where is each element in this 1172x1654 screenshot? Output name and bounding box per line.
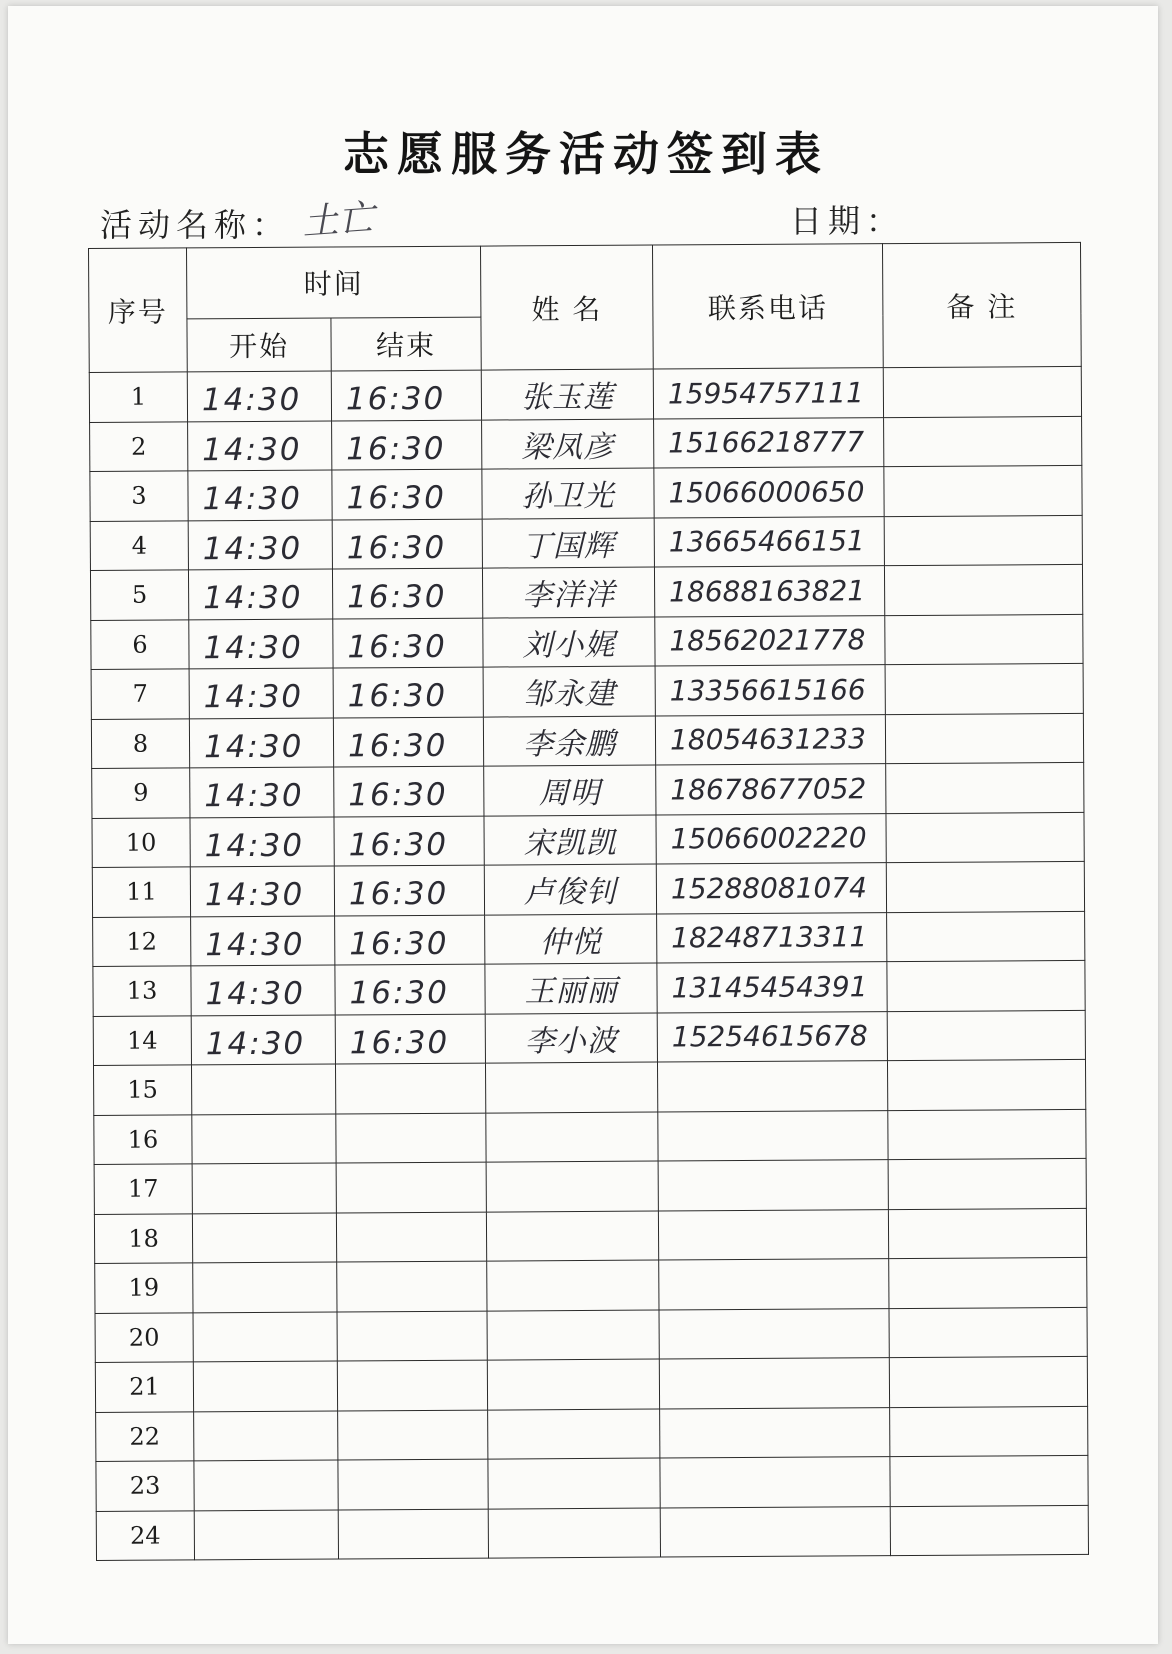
volunteer-name-cell [487,1260,659,1311]
end-time: 16:30 [345,381,446,418]
header-name: 姓 名 [481,245,654,370]
table-row [92,812,1084,868]
start-time: 14:30 [204,827,305,865]
end-time: 16:30 [348,826,449,864]
phone-number-cell [654,467,884,518]
remark-cell [887,911,1085,962]
remark-cell [886,861,1084,912]
end-time-cell [332,420,482,470]
header-remark: 备 注 [883,242,1082,367]
phone-number-cell [657,962,887,1013]
volunteer-name-cell [487,1359,659,1410]
row-number-cell: 18 [94,1213,192,1263]
start-time-cell [188,470,332,520]
volunteer-name-cell [488,1508,660,1559]
volunteer-name: 梁凤彦 [521,429,615,466]
end-time-cell [336,1113,486,1163]
start-time-cell [189,718,333,768]
remark-cell [888,1208,1086,1259]
volunteer-name: 孙卫光 [521,479,615,515]
end-time-cell [338,1410,488,1460]
end-time: 16:30 [349,975,450,1012]
end-time: 16:30 [347,579,447,616]
volunteer-name-cell [483,617,655,668]
phone-number-cell [660,1407,890,1458]
end-time-cell [332,519,482,569]
volunteer-name-cell [484,864,656,915]
end-time-cell [334,766,484,816]
phone-number-cell [654,516,884,567]
start-time-cell [190,767,334,817]
phone-number-cell [659,1308,889,1359]
start-time-cell [193,1361,337,1411]
phone-number-cell [659,1259,889,1310]
remark-cell [886,762,1084,813]
row-number-cell: 22 [96,1411,194,1461]
volunteer-name: 李小波 [524,1023,618,1060]
remark-cell [890,1406,1088,1457]
phone-number-cell [657,912,887,963]
remark-cell [885,614,1083,665]
volunteer-name-cell [481,369,653,420]
table-row [91,713,1083,769]
end-time-cell [337,1311,487,1361]
row-number-cell: 5 [90,570,188,620]
volunteer-name: 仲悦 [539,924,602,961]
table-row [94,1109,1086,1165]
row-number-cell: 1 [89,372,187,422]
end-time: 16:30 [347,678,448,715]
table-row [93,1010,1085,1066]
start-time-cell [192,1213,336,1263]
table-row [94,1208,1086,1264]
end-time: 16:30 [349,925,449,963]
phone-number-cell [660,1506,890,1557]
phone-number-cell [658,1110,888,1161]
table-row [93,1059,1085,1115]
date-label: 日期： [790,202,905,240]
phone-number-cell [657,1061,887,1112]
remark-cell [883,366,1081,417]
header-end: 结束 [331,317,481,371]
start-time: 14:30 [203,678,304,716]
row-number-cell: 15 [93,1065,191,1115]
start-time-cell [191,916,335,966]
volunteer-name-cell [486,1062,658,1113]
phone-number-cell [658,1209,888,1260]
table-body [89,366,1088,1560]
start-time-cell [191,1015,335,1065]
row-number-cell: 13 [93,966,191,1016]
phone-number: 15066002220 [670,821,867,856]
end-time-cell [335,1063,485,1113]
table-row [90,515,1082,571]
table-row [92,762,1084,818]
row-number-cell: 3 [90,471,188,521]
remark-cell [885,663,1083,714]
volunteer-name-cell [486,1161,658,1212]
row-number-cell: 16 [94,1114,192,1164]
volunteer-name-cell [482,567,654,618]
end-time: 16:30 [347,727,448,765]
phone-number: 18562021778 [669,623,866,658]
volunteer-name-cell [483,716,655,767]
start-time-cell [187,371,331,421]
start-time-cell [191,1064,335,1114]
phone-number: 18688163821 [669,574,866,609]
row-number-cell: 14 [93,1015,191,1065]
volunteer-name: 邹永建 [522,677,616,713]
phone-number-cell [655,665,885,716]
end-time-cell [335,915,485,965]
row-number-cell: 24 [96,1510,194,1560]
remark-cell [890,1505,1088,1556]
volunteer-name: 丁国辉 [521,528,615,565]
start-time-cell [193,1311,337,1361]
phone-number: 15254615678 [671,1019,868,1054]
end-time-cell [335,1014,485,1064]
remark-cell [889,1307,1087,1358]
end-time-cell [333,618,483,668]
table-row [95,1257,1087,1313]
table-row [90,564,1082,620]
end-time: 16:30 [347,628,447,666]
remark-cell [884,465,1082,516]
end-time-cell [337,1261,487,1311]
start-time-cell [190,866,334,916]
start-time-cell [191,965,335,1015]
start-time: 14:30 [205,926,305,964]
start-time: 14:30 [203,629,303,667]
end-time-cell [332,469,482,519]
end-time-cell [337,1360,487,1410]
phone-number-cell [655,615,885,666]
header-start: 开始 [187,318,331,372]
remark-cell [887,1059,1085,1110]
end-time: 16:30 [348,777,448,814]
phone-number-cell [656,813,886,864]
end-time: 16:30 [346,430,446,468]
phone-number-cell [656,764,886,815]
end-time-cell [335,964,485,1014]
volunteer-name-cell [488,1458,660,1509]
volunteer-name-cell [486,1112,658,1163]
start-time-cell [194,1460,338,1510]
phone-number-cell [660,1457,890,1508]
table-row [93,911,1085,967]
end-time-cell [333,717,483,767]
remark-cell [890,1455,1088,1506]
start-time: 14:30 [203,728,304,766]
end-time-cell [336,1162,486,1212]
row-number-cell: 19 [95,1263,193,1313]
table-row [96,1406,1088,1462]
end-time: 16:30 [346,529,447,567]
phone-number-cell [654,417,884,468]
start-time-cell [193,1262,337,1312]
volunteer-name-cell [485,914,657,965]
volunteer-name-cell [485,963,657,1014]
row-number-cell: 8 [91,718,189,768]
phone-number: 13665466151 [668,524,865,559]
start-time-cell [192,1163,336,1213]
end-time-cell [334,865,484,915]
start-time-cell [190,817,334,867]
sign-in-table [88,242,1089,1561]
remark-cell [887,1010,1085,1061]
phone-number: 18248713311 [671,920,868,955]
remark-cell [884,416,1082,467]
header-seq: 序号 [89,248,188,373]
volunteer-name: 王丽丽 [524,974,618,1010]
phone-number: 15066000650 [668,475,865,510]
phone-number: 15288081074 [670,871,868,906]
row-number-cell: 12 [93,916,191,966]
end-time-cell [333,667,483,717]
phone-number: 13145454391 [671,970,868,1005]
table-row [95,1356,1087,1412]
start-time-cell [188,569,332,619]
table-row [92,861,1084,917]
volunteer-name-cell [484,815,656,866]
start-time: 14:30 [201,381,302,419]
table-row [90,465,1082,521]
volunteer-name-cell [482,518,654,569]
row-number-cell: 21 [95,1362,193,1412]
phone-number-cell [659,1358,889,1409]
start-time-cell [188,421,332,471]
activity-name-value: 土亡 [300,197,376,244]
start-time: 14:30 [202,480,302,518]
volunteer-name: 卢俊钊 [523,875,618,911]
table-row [94,1158,1086,1214]
start-time: 14:30 [204,777,304,815]
phone-number: 13356615166 [669,673,866,708]
phone-number-cell [654,566,884,617]
start-time-cell [192,1114,336,1164]
volunteer-name-cell [485,1013,657,1064]
row-number-cell: 6 [91,619,189,669]
volunteer-name: 张玉莲 [520,380,615,416]
phone-number: 15954757111 [667,376,864,411]
start-time: 14:30 [204,876,305,914]
start-time-cell [189,619,333,669]
table-row [95,1307,1087,1363]
remark-cell [885,713,1083,764]
end-time-cell [334,816,484,866]
end-time: 16:30 [348,876,449,913]
row-number-cell: 23 [96,1461,194,1511]
row-number-cell: 2 [90,421,188,471]
start-time: 14:30 [205,975,306,1013]
table-row [96,1455,1088,1511]
header-time: 时间 [187,246,481,319]
volunteer-name: 李余鹏 [522,726,617,763]
start-time: 14:30 [205,1025,306,1063]
remark-cell [888,1109,1086,1160]
volunteer-name-cell [482,419,654,470]
start-time: 14:30 [202,530,303,568]
table-row [89,366,1081,422]
remark-cell [884,564,1082,615]
volunteer-name: 周明 [538,776,601,812]
remark-cell [887,960,1085,1011]
row-number-cell: 4 [90,520,188,570]
phone-number-cell [653,368,883,419]
start-time: 14:30 [203,579,303,617]
table-row [96,1505,1088,1561]
start-time: 14:30 [202,431,302,469]
end-time-cell [338,1509,488,1559]
phone-number-cell [657,1011,887,1062]
remark-cell [888,1158,1086,1209]
remark-cell [889,1257,1087,1308]
phone-number: 15166218777 [668,425,865,460]
end-time-cell [336,1212,486,1262]
table-row [91,614,1083,670]
row-number-cell: 11 [92,867,190,917]
phone-number: 18678677052 [670,772,867,807]
volunteer-name: 刘小娓 [522,627,616,664]
page-title: 志愿服务活动签到表 [343,127,829,181]
phone-number: 18054631233 [669,722,867,757]
volunteer-name-cell [487,1310,659,1361]
volunteer-name: 宋凯凯 [523,825,617,862]
start-time-cell [189,668,333,718]
phone-number-cell [655,714,885,765]
table-row [93,960,1085,1016]
volunteer-name-cell [486,1211,658,1262]
table-row [91,663,1083,719]
volunteer-name-cell [482,468,654,519]
header-phone: 联系电话 [653,244,884,369]
remark-cell [889,1356,1087,1407]
row-number-cell: 7 [91,669,189,719]
end-time: 16:30 [346,480,446,517]
volunteer-name-cell [488,1409,660,1460]
end-time: 16:30 [349,1024,450,1062]
activity-name-label: 活动名称： [100,206,291,244]
table-row [90,416,1082,472]
row-number-cell: 10 [92,817,190,867]
phone-number-cell [658,1160,888,1211]
phone-number-cell [656,863,886,914]
start-time-cell [188,520,332,570]
remark-cell [886,812,1084,863]
volunteer-name-cell [484,765,656,816]
start-time-cell [194,1410,338,1460]
remark-cell [884,515,1082,566]
volunteer-name: 李洋洋 [522,578,616,614]
row-number-cell: 17 [94,1164,192,1214]
row-number-cell: 20 [95,1312,193,1362]
end-time-cell [332,568,482,618]
end-time-cell [338,1459,488,1509]
end-time-cell [331,370,481,420]
start-time-cell [194,1509,338,1559]
volunteer-name-cell [483,666,655,717]
row-number-cell: 9 [92,768,190,818]
